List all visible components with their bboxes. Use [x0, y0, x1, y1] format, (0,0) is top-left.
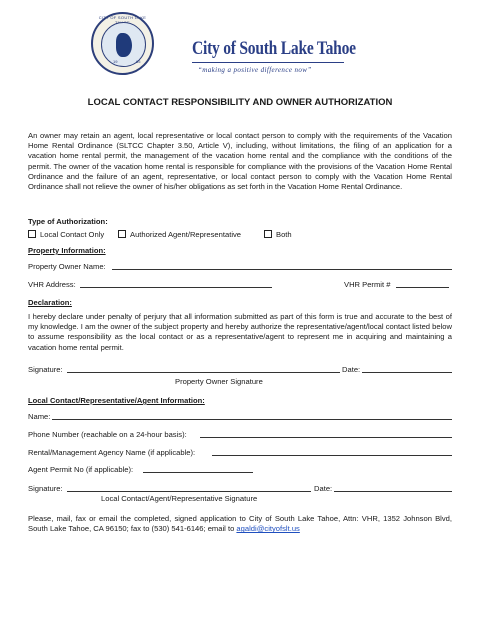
seal-center — [101, 22, 146, 67]
submission-instructions — [28, 514, 452, 534]
option-local-contact[interactable] — [28, 230, 104, 239]
vhr-permit-field[interactable] — [396, 287, 449, 288]
option-both-label: Both — [276, 230, 292, 239]
contact-signature-field[interactable] — [67, 491, 311, 492]
submission-text: Please, mail, fax or email the completed, signed application to City of South Lake Tahoe, Attn: VHR, 1352 Johnson Blvd, South Lake Tahoe, CA 96150; fax to (530) 541-6146; email to — [28, 514, 452, 534]
vhr-permit-label: VHR Permit # — [344, 280, 391, 289]
tagline: “making a positive difference now” — [198, 66, 312, 74]
contact-signature-caption: Local Contact/Agent/Representative Signature — [101, 494, 258, 503]
agency-name-label: Rental/Management Agency Name (if applicable): — [28, 448, 196, 457]
owner-date-label: Date: — [342, 365, 361, 374]
lake-tahoe-shape — [116, 33, 132, 57]
contact-name-label: Name: — [28, 412, 51, 421]
checkbox-local-contact[interactable] — [28, 230, 36, 238]
option-agent-representative-label: Authorized Agent/Representative — [130, 230, 242, 239]
city-name: City of South Lake Tahoe — [192, 38, 356, 59]
email-link[interactable]: agaldi@cityofslt.us — [236, 524, 300, 534]
city-name-rule — [192, 62, 344, 63]
contact-date-label: Date: — [314, 484, 333, 493]
declaration-heading: Declaration: — [28, 298, 72, 307]
contact-heading: Local Contact/Representative/Agent Information: — [28, 396, 205, 405]
page-title: LOCAL CONTACT RESPONSIBILITY AND OWNER AUTHORIZATION — [87, 97, 393, 108]
owner-signature-field[interactable] — [67, 372, 340, 373]
agent-permit-label: Agent Permit No (if applicable): — [28, 465, 134, 474]
agent-permit-field[interactable] — [143, 472, 253, 473]
option-local-contact-label: Local Contact Only — [40, 230, 105, 239]
checkbox-both[interactable] — [264, 230, 272, 238]
property-heading: Property Information: — [28, 246, 106, 255]
option-both[interactable] — [264, 230, 292, 239]
owner-signature-label: Signature: — [28, 365, 63, 374]
seal-year-right: 65 — [136, 59, 141, 64]
intro-paragraph: An owner may retain an agent, local representative or local contact person to comply with the requirements of the Vacation Home Rental Ordinance (SLTCC Chapter 3.50, Article V), including, without limitations, the filing of an application for a vacation home rental permit, the management of the vacation home rental and the compliance with the conditions of the permit. The owner of the vacation home rental is responsible for compliance with the provisions of the Vacation Home Rental Ordinance and the failure of an agent, representative, or local contact person to comply with the Vacation Home Rental Ordinance shall not relieve the owner of his/her obligations as set forth in the Vacation Home Rental Ordinance. — [28, 131, 452, 192]
contact-phone-field[interactable] — [200, 437, 452, 438]
checkbox-agent-representative[interactable] — [118, 230, 126, 238]
declaration-paragraph: I hereby declare under penalty of perjury that all information submitted as part of this form is true and accurate to the best of my knowledge. I am the owner of the subject property and hereby authorize the representative/agent/local contact listed below to assume responsibility as the local contact or as a representative/agent to represent me in acquiring and maintaining a vacation home rental permit. — [28, 312, 452, 352]
contact-signature-label: Signature: — [28, 484, 63, 493]
agency-name-field[interactable] — [212, 455, 452, 456]
contact-name-field[interactable] — [52, 419, 452, 420]
owner-signature-caption: Property Owner Signature — [175, 377, 263, 386]
owner-name-field[interactable] — [112, 269, 452, 270]
authorization-heading: Type of Authorization: — [28, 217, 108, 226]
seal-text: CITY OF SOUTH LAKE — [98, 15, 147, 20]
option-agent-representative[interactable] — [118, 230, 241, 239]
seal-year-left: 19 — [113, 59, 118, 64]
contact-date-field[interactable] — [334, 491, 452, 492]
city-seal — [91, 12, 154, 75]
owner-name-label: Property Owner Name: — [28, 262, 106, 271]
vhr-address-label: VHR Address: — [28, 280, 76, 289]
contact-phone-label: Phone Number (reachable on a 24-hour basis): — [28, 430, 187, 439]
vhr-address-field[interactable] — [80, 287, 272, 288]
owner-date-field[interactable] — [362, 372, 452, 373]
